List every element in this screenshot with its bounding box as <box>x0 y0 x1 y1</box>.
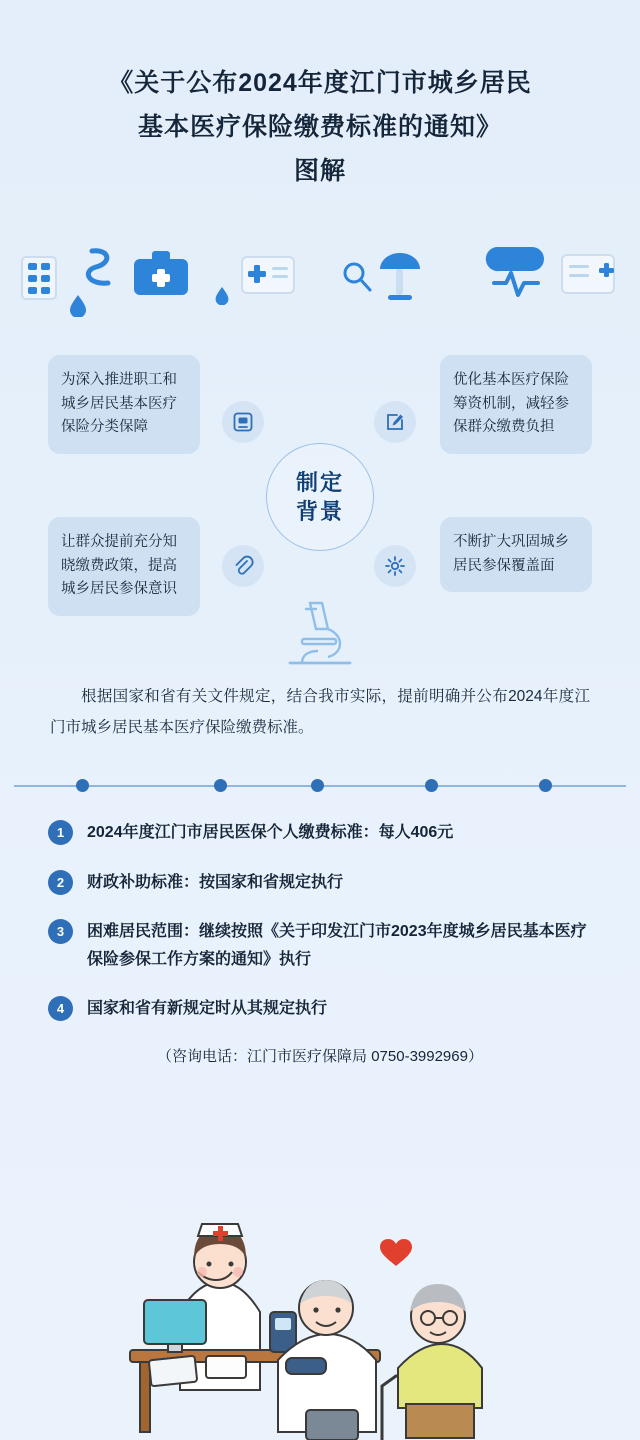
center-label-line-2: 背景 <box>295 499 344 525</box>
background-bubble-top-left: 为深入推进职工和城乡居民基本医疗保险分类保障 <box>48 355 200 453</box>
center-label-circle <box>266 443 374 551</box>
pill-pack-icon <box>18 251 74 305</box>
page-title-line-1: 《关于公布2024年度江门市城乡居民 <box>108 69 532 97</box>
divider-dot <box>539 779 552 792</box>
divider-dot <box>311 779 324 792</box>
elderly-woman-figure <box>382 1284 482 1440</box>
intro-paragraph: 根据国家和省有关文件规定，结合我市实际，提前明确并公布2024年度江门市城乡居民基本医疗保险缴费标准。 <box>50 688 590 737</box>
divider-dot <box>214 779 227 792</box>
clinic-scene-illustration <box>110 1200 530 1440</box>
lamp-icon <box>378 249 422 307</box>
stethoscope-icon <box>82 243 126 293</box>
page-title-line-2: 基本医疗保险缴费标准的通知》 <box>137 112 502 141</box>
list-item <box>48 869 592 897</box>
page-title-line-3: 图解 <box>293 156 346 185</box>
list-item-number: 3 <box>48 919 73 944</box>
edit-pen-icon <box>374 401 416 443</box>
list-item <box>48 995 592 1023</box>
background-bubble-bottom-right: 不断扩大巩固城乡居民参保覆盖面 <box>440 517 592 592</box>
list-item-label: 国家和省有新规定时从其规定执行 <box>87 1000 328 1018</box>
background-section <box>0 345 640 675</box>
page-title <box>0 0 640 193</box>
paperclip-icon <box>222 545 264 587</box>
list-item <box>48 819 592 847</box>
list-item-label: 财政补助标准：按国家和省规定执行 <box>87 873 344 891</box>
search-icon <box>340 259 374 295</box>
medical-book-icon <box>560 249 622 301</box>
first-aid-kit-icon <box>130 247 192 303</box>
list-item <box>48 918 592 973</box>
divider-dot <box>425 779 438 792</box>
list-item-number: 4 <box>48 996 73 1021</box>
center-label-line-1: 制定 <box>295 469 344 495</box>
list-item-number: 2 <box>48 870 73 895</box>
microscope-icon <box>272 595 368 669</box>
heartbeat-icon <box>480 241 550 307</box>
list-item-label: 2024年度江门市居民医保个人缴费标准：每人406元 <box>87 824 454 842</box>
section-divider <box>14 779 626 793</box>
elderly-man-figure <box>278 1280 376 1440</box>
blood-drop-icon <box>214 285 230 305</box>
blood-drop-icon <box>68 293 88 317</box>
monitor-icon <box>222 401 264 443</box>
policy-points-list <box>48 819 592 1023</box>
clinic-illustration <box>0 1200 640 1440</box>
decorative-medical-icon-band <box>0 231 640 341</box>
list-item-label: 困难居民范围：继续按照《关于印发江门市2023年度城乡居民基本医疗保险参保工作方案的通知》执行 <box>87 923 587 968</box>
divider-dot <box>76 779 89 792</box>
list-item-number: 1 <box>48 820 73 845</box>
background-bubble-top-right: 优化基本医疗保险筹资机制，减轻参保群众缴费负担 <box>440 355 592 453</box>
contact-info: （咨询电话：江门市医疗保障局 0750-3992969） <box>157 1047 483 1065</box>
background-bubble-bottom-left: 让群众提前充分知晓缴费政策，提高城乡居民参保意识 <box>48 517 200 615</box>
medical-record-icon <box>238 251 298 301</box>
gear-icon <box>374 545 416 587</box>
